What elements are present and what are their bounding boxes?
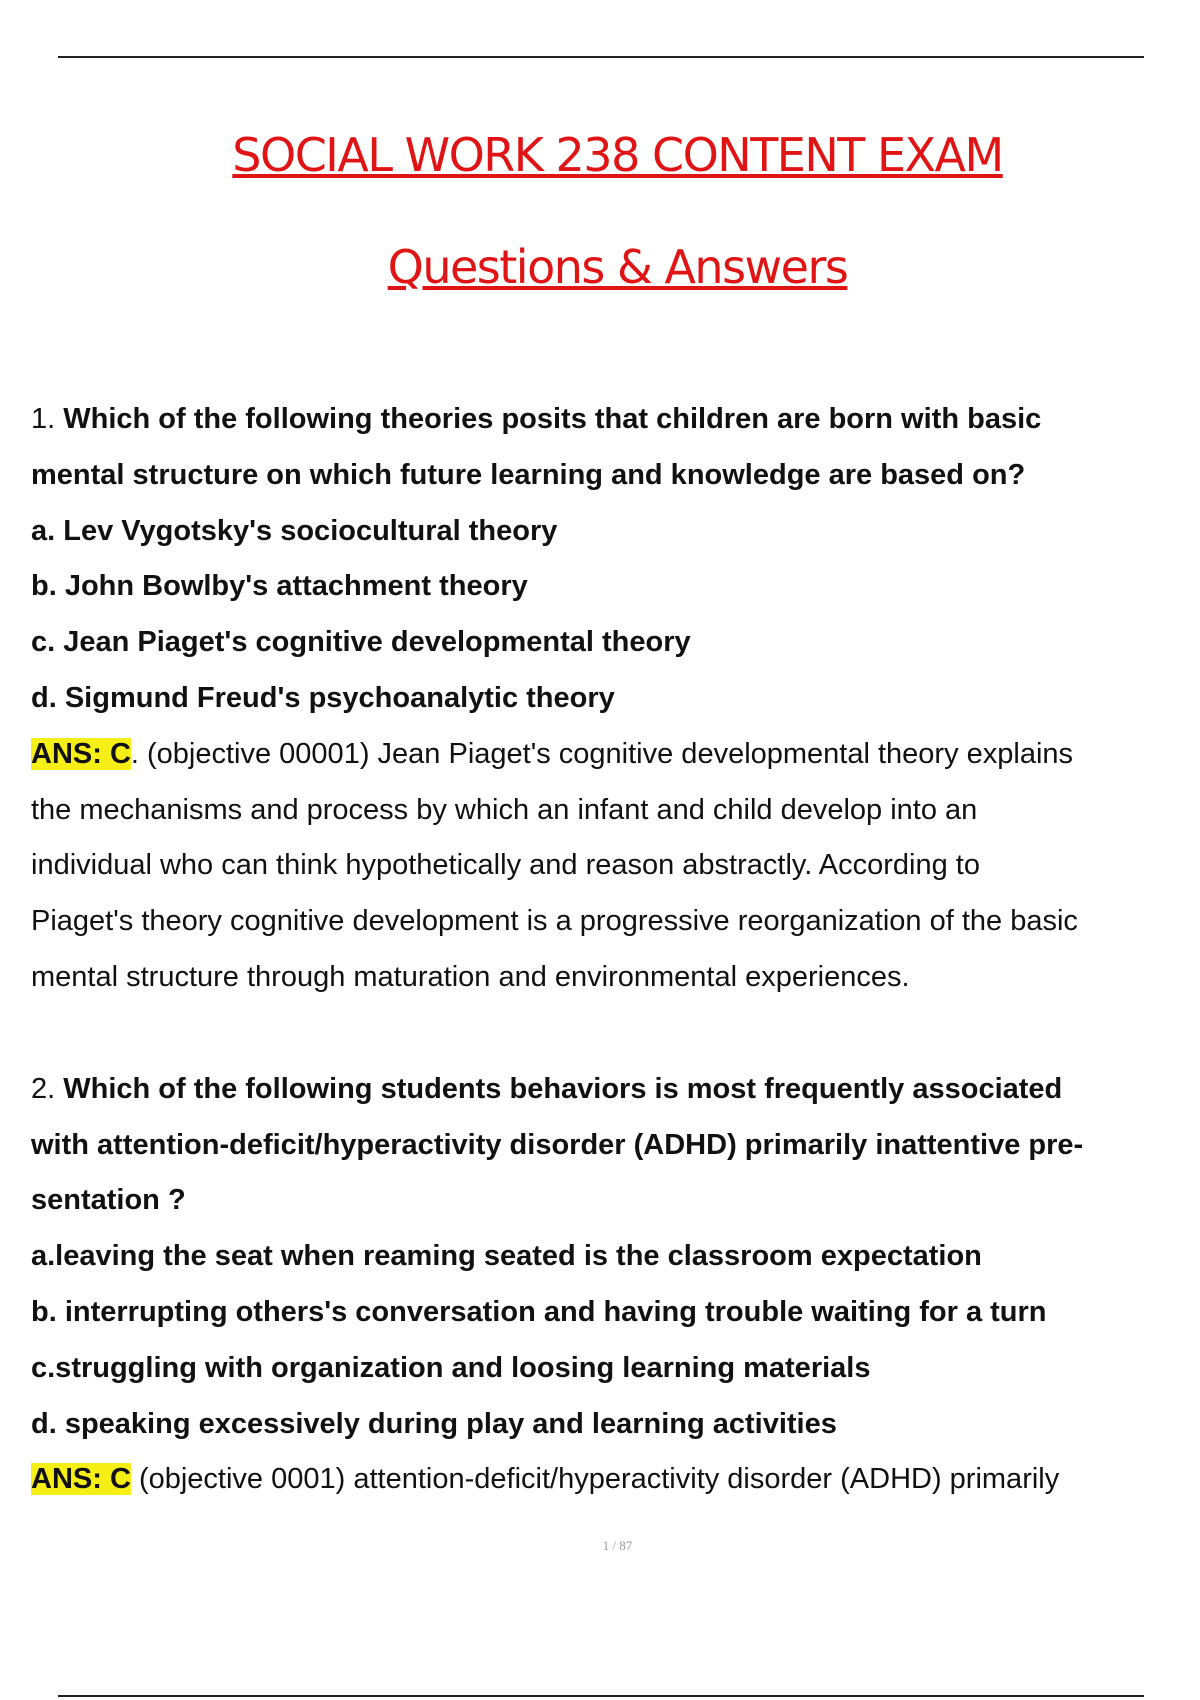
question-2-option-d: d. speaking excessively during play and learning activities <box>31 1407 837 1440</box>
question-2-option-a: a.leaving the seat when reaming seated is the classroom expectation <box>31 1240 982 1273</box>
question-1-line-2: mental structure on which future learning and knowledge are based on? <box>31 458 1026 491</box>
question-2-line-2: with attention-deficit/hyperactivity disorder (ADHD) primarily inattentive pre- <box>31 1128 1084 1161</box>
bottom-rule <box>58 1695 1144 1697</box>
question-2-answer-text: (objective 0001) attention-deficit/hyperactivity disorder (ADHD) primarily <box>130 1463 1060 1496</box>
question-1-answer-text: . (objective 00001) Jean Piaget's cognitive developmental theory explains <box>130 737 1074 770</box>
top-rule <box>58 56 1144 58</box>
document-title: SOCIAL WORK 238 CONTENT EXAM <box>232 128 1003 182</box>
question-2-answer-line-1 <box>31 1452 1196 1508</box>
question-2-line-3: sentation ? <box>31 1184 186 1217</box>
question-1-number: 1. <box>31 403 56 435</box>
question-1-answer-line-3: individual who can think hypothetically and reason abstractly. According to <box>31 849 980 882</box>
question-1-line-1 <box>31 392 1196 448</box>
question-1-answer-label: ANS: C <box>31 737 131 770</box>
question-1-option-a: a. Lev Vygotsky's sociocultural theory <box>31 514 558 547</box>
question-1-text: Which of the following theories posits that children are born with basic <box>55 403 1042 435</box>
question-spacer <box>31 1006 1196 1062</box>
question-1-answer-line-1 <box>31 727 1196 783</box>
question-1-answer-line-2: the mechanisms and process by which an infant and child develop into an <box>31 793 978 826</box>
question-1-option-b: b. John Bowlby's attachment theory <box>31 570 528 603</box>
question-2-text: Which of the following students behaviors is most frequently associated <box>55 1072 1063 1105</box>
question-2-answer-label: ANS: C <box>31 1463 131 1496</box>
document-body <box>31 392 1196 1508</box>
document-subtitle: Questions & Answers <box>387 240 848 294</box>
question-2-line-1 <box>31 1062 1196 1118</box>
question-1-option-c: c. Jean Piaget's cognitive developmental theory <box>31 626 691 659</box>
question-2-option-c: c.struggling with organization and loosing learning materials <box>31 1351 871 1384</box>
question-1-answer-line-5: mental structure through maturation and environmental experiences. <box>31 960 910 993</box>
question-1-answer-line-4: Piaget's theory cognitive development is a progressive reorganization of the basic <box>31 905 1078 938</box>
question-2-number: 2. <box>31 1072 56 1105</box>
question-2-option-b: b. interrupting others's conversation and having trouble waiting for a turn <box>31 1295 1047 1328</box>
question-1-option-d: d. Sigmund Freud's psychoanalytic theory <box>31 681 615 714</box>
page-number: 1 / 87 <box>602 1538 633 1553</box>
